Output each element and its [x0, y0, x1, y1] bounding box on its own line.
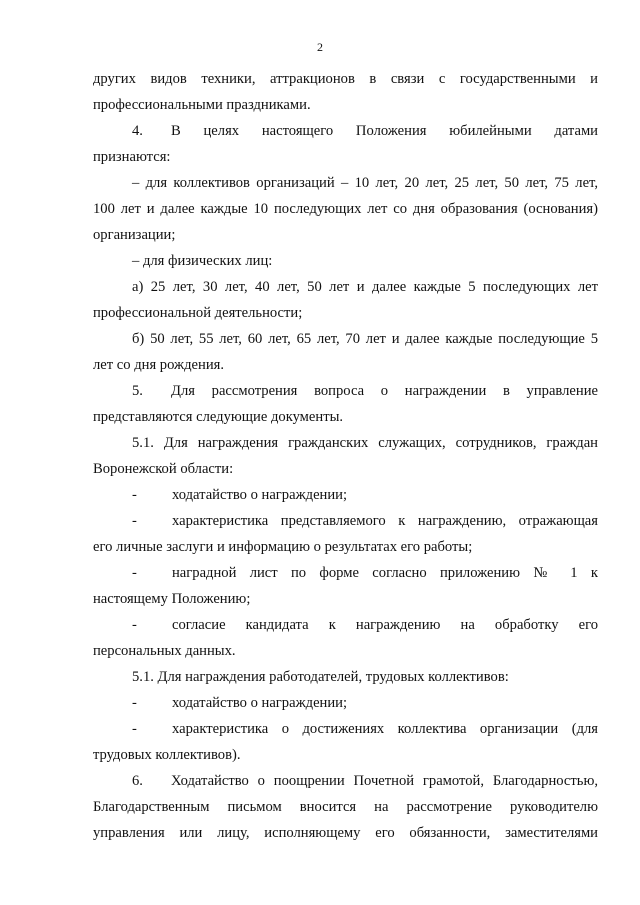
paragraph-number: 6. [132, 773, 143, 789]
text-line: 5.1. Для награждения гражданских служащих, сотрудников, граждан [132, 435, 598, 451]
text-line: 5.1. Для награждения работодателей, трудовых коллективов: [132, 669, 509, 685]
text-line: ходатайство о награждении; [172, 487, 348, 503]
text-line: характеристика о достижениях коллектива организации (для [172, 721, 598, 737]
text-line: 100 лет и далее каждые 10 последующих лет со дня образования (основания) [93, 201, 598, 217]
paragraph-number: 4. [132, 123, 143, 139]
text-line: настоящему Положению; [93, 591, 251, 607]
text-line: представляются следующие документы. [93, 409, 344, 425]
text-line: а) 25 лет, 30 лет, 40 лет, 50 лет и далее каждые 5 последующих лет [132, 279, 598, 295]
list-item [93, 508, 598, 534]
text-line: наградной лист по форме согласно приложению № 1 к [172, 565, 598, 581]
text-line: – для коллективов организаций – 10 лет, 20 лет, 25 лет, 50 лет, 75 лет, [132, 175, 598, 191]
list-dash: - [132, 721, 137, 737]
text-line: его личные заслуги и информацию о результатах его работы; [93, 539, 473, 555]
list-item [93, 612, 598, 638]
paragraph-4-heading [93, 118, 598, 144]
paragraph-5-heading [93, 378, 598, 404]
text-line: ходатайство о награждении; [172, 695, 348, 711]
text-line: профессиональными праздниками. [93, 97, 311, 113]
text-line: согласие кандидата к награждению на обработку его [172, 617, 598, 633]
text-line: других видов техники, аттракционов в связи с государственными и [93, 71, 598, 87]
list-dash: - [132, 487, 137, 503]
list-item [93, 482, 598, 508]
text-line: организации; [93, 227, 176, 243]
list-dash: - [132, 513, 137, 529]
paragraph-number: 5. [132, 383, 143, 399]
text-line: Воронежской области: [93, 461, 234, 477]
text-line: трудовых коллективов). [93, 747, 241, 763]
text-line: персональных данных. [93, 643, 236, 659]
text-line: Благодарственным письмом вносится на рассмотрение руководителю [93, 799, 598, 815]
text-line: лет со дня рождения. [93, 357, 225, 373]
text-line: В целях настоящего Положения юбилейными датами [171, 123, 598, 139]
paragraph-6-heading [93, 768, 598, 794]
document-body [93, 66, 598, 846]
text-line: профессиональной деятельности; [93, 305, 303, 321]
text-line: управления или лицу, исполняющему его обязанности, заместителями [93, 825, 598, 841]
text-line: – для физических лиц: [132, 253, 273, 269]
text-line: признаются: [93, 149, 171, 165]
list-item [93, 716, 598, 742]
page-number: 2 [317, 40, 323, 54]
list-dash: - [132, 617, 137, 633]
text-line: характеристика представляемого к награждению, отражающая [172, 513, 598, 529]
text-line: б) 50 лет, 55 лет, 60 лет, 65 лет, 70 лет и далее каждые последующие 5 [132, 331, 598, 347]
list-item [93, 560, 598, 586]
list-dash: - [132, 565, 137, 581]
list-item [93, 690, 598, 716]
list-dash: - [132, 695, 137, 711]
text-line: Ходатайство о поощрении Почетной грамотой, Благодарностью, [171, 773, 598, 789]
text-line: Для рассмотрения вопроса о награждении в управление [171, 383, 598, 399]
